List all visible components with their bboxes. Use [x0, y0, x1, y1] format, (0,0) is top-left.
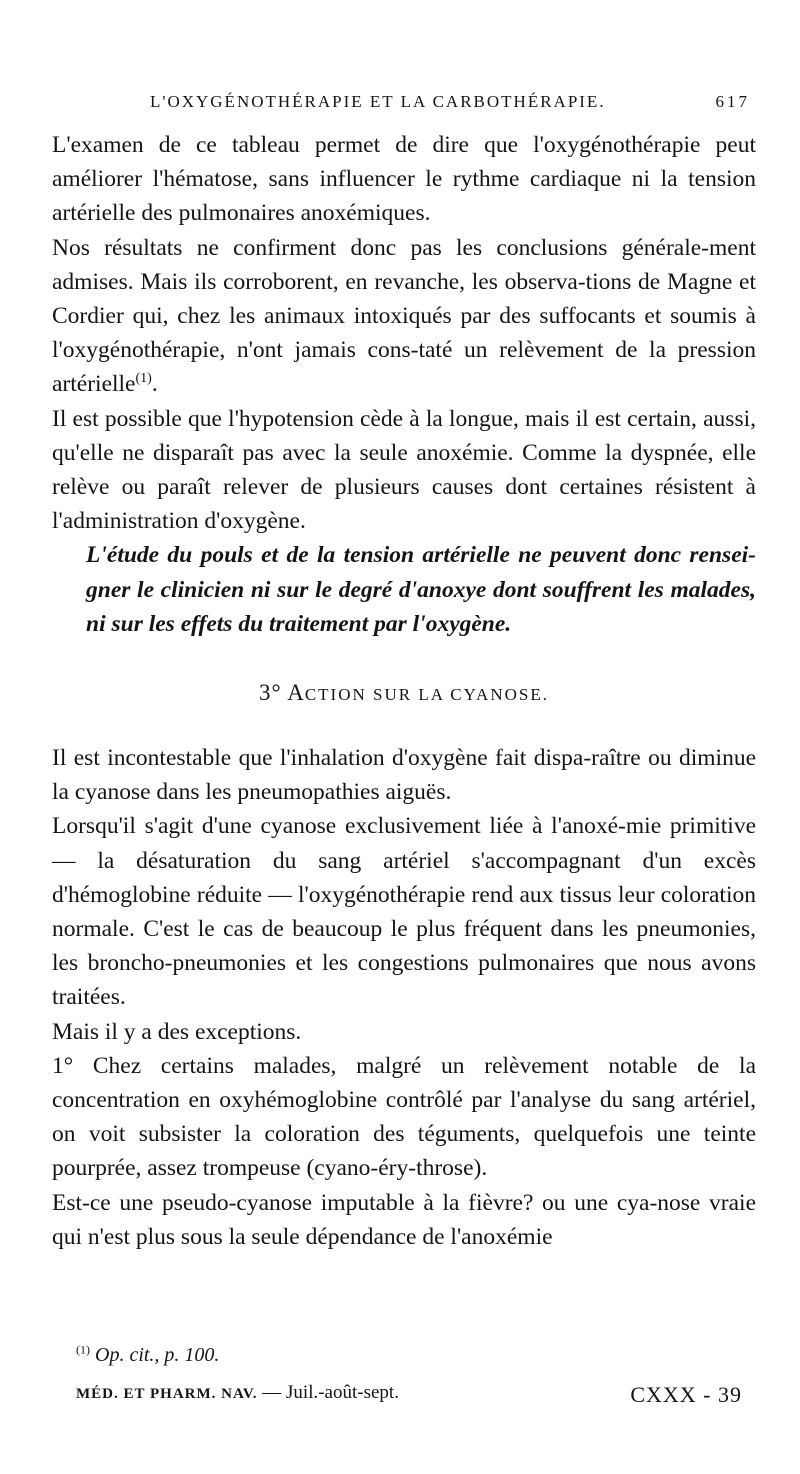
footer-dash: —	[262, 1382, 282, 1403]
paragraph: Lorsqu'il s'agit d'une cyanose exclusivement liée à l'anoxé-mie primitive — la désaturation du sang artériel s'accompagnant d'un excès d'hémoglobine réduite — l'oxygénothérapie rend aux tissus leur coloration normale. C'est le cas de beaucoup le plus fréquent dans les pneumonies, les broncho-pneumonies et les congestions pulmonaires que nous avons traitées.	[52, 813, 756, 1011]
paragraph: Nos résultats ne confirment donc pas les conclusions générale-ment admises. Mais ils corroborent, en revanche, les observa-tions de Magne et Cordier qui, chez les animaux intoxiqués par des suffocants et soumis à l'oxygénothérapie, n'ont jamais cons-taté un relèvement de la pression artérielle$^{(1)}$.	[52, 234, 756, 398]
page-footer	[76, 1382, 742, 1408]
section-title-rest: CTION SUR LA CYANOSE.	[304, 685, 549, 705]
running-title: L'OXYGÉNOTHÉRAPIE ET LA CARBOTHÉRAPIE.	[150, 92, 606, 111]
footnote-mark: (1)	[76, 1342, 90, 1357]
paragraph: Il est possible que l'hypotension cède à la longue, mais il est certain, aussi, qu'elle ne disparaît pas avec la seule anoxémie. Comme la dyspnée, elle relève ou paraît relever de plusieurs causes dont certaines résistent à l'administration d'oxygène.	[52, 405, 756, 535]
footnote-reference: (1)	[135, 371, 152, 387]
section-title-initial: A	[287, 680, 305, 706]
footnote-text: Op. cit., p. 100.	[95, 1344, 220, 1366]
paragraph: Est-ce une pseudo-cyanose imputable à la fièvre? ou une cya-nose vraie qui n'est plus sous la seule dépendance de l'anoxémie	[52, 1189, 756, 1250]
printer-signature: CXXX - 39	[630, 1382, 742, 1407]
section-number: 3°	[259, 680, 282, 706]
footer-journal-line	[76, 1382, 399, 1408]
section-heading	[52, 675, 756, 711]
journal-issue: Juil.-août-sept.	[286, 1382, 399, 1403]
journal-name: MÉD. ET PHARM. NAV.	[76, 1386, 258, 1402]
running-header	[52, 92, 756, 124]
paragraph: 1° Chez certains malades, malgré un relèvement notable de la concentration en oxyhémoglobine contrôlé par l'analyse du sang artériel, on voit subsister la coloration des téguments, quelquefois une teinte pourprée, assez trompeuse (cyano-éry-throse).	[52, 1052, 756, 1182]
paragraph: Il est incontestable que l'inhalation d'oxygène fait dispa-raître ou diminue la cyanose dans les pneumopathies aiguës.	[52, 745, 756, 806]
main-text	[52, 128, 756, 1254]
paragraph: L'examen de ce tableau permet de dire que l'oxygénothérapie peut améliorer l'hématose, sans influencer le rythme cardiaque ni la tension artérielle des pulmonaires anoxémiques.	[52, 132, 756, 227]
page-number: 617	[715, 92, 750, 111]
italic-conclusion: L'étude du pouls et de la tension artérielle ne peuvent donc rensei-gner le clinicien ni sur le degré d'anoxye dont souffrent les malades, ni sur les effets du traitement par l'oxygène.	[86, 542, 756, 637]
paragraph-text: Nos résultats ne confirment donc pas les conclusions générale-ment admises. Mais ils corroborent, en revanche, les observa-tions de Magne et Cordier qui, chez les animaux intoxiqués par des suffocants et soumis à l'oxygénothérapie, n'ont jamais cons-taté un relèvement de la pression artérielle	[52, 234, 756, 398]
section-body	[52, 741, 756, 1254]
footnote	[76, 1344, 219, 1367]
paragraph: Mais il y a des exceptions.	[52, 1018, 302, 1045]
